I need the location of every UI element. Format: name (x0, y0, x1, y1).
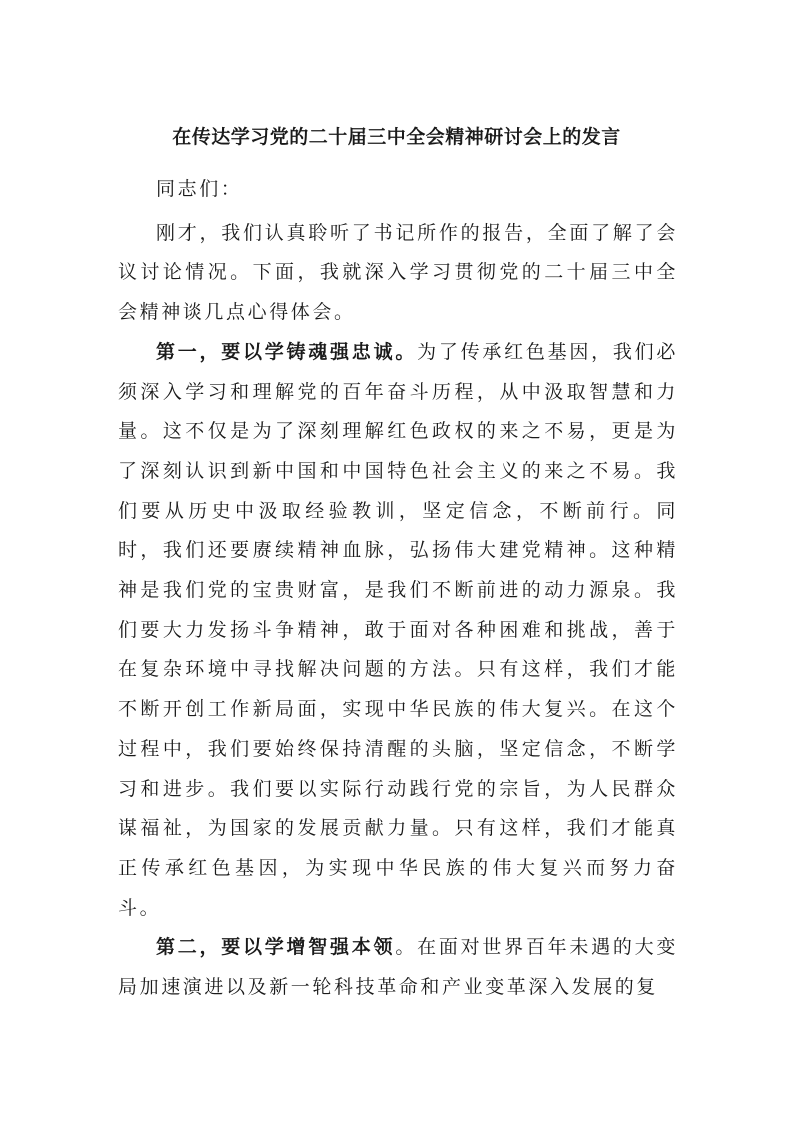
salutation: 同志们： (156, 178, 243, 200)
paragraph-second-point (118, 928, 678, 1007)
paragraph-intro-text: 刚才，我们认真聆听了书记所作的报告，全面了解了会议讨论情况。下面，我就深入学习贯彻党的二十届三中全会精神谈几点心得体会。 (118, 221, 678, 324)
paragraph-first-point-text: 为了传承红色基因，我们必须深入学习和理解党的百年奋斗历程，从中汲取智慧和力量。这不仅是为了深刻理解红色政权的来之不易，更是为了深刻认识到新中国和中国特色社会主义的来之不易。我们要从历史中汲取经验教训，坚定信念，不断前行。同时，我们还要赓续精神血脉，弘扬伟大建党精神。这种精神是我们党的宝贵财富，是我们不断前进的动力源泉。我们要大力发扬斗争精神，敢于面对各种困难和挑战，善于在复杂环境中寻找解决问题的方法。只有这样，我们才能不断开创工作新局面，实现中华民族的伟大复兴。在这个过程中，我们要始终保持清醒的头脑，坚定信念，不断学习和进步。我们要以实际行动践行党的宗旨，为人民群众谋福祉，为国家的发展贡献力量。只有这样，我们才能真正传承红色基因，为实现中华民族的伟大复兴而努力奋斗。 (118, 340, 678, 919)
paragraph-first-point (118, 333, 678, 929)
paragraph-second-point-heading: 第二，要以学增智强本领 (156, 936, 396, 959)
document-body (118, 170, 678, 1008)
paragraph-intro (118, 214, 678, 333)
paragraph-second-point-text: 。在面对世界百年未遇的大变局加速演进以及新一轮科技革命和产业变革深入发展的复 (118, 936, 678, 999)
paragraph-first-point-heading: 第一，要以学铸魂强忠诚。 (156, 340, 418, 363)
document-title: 在传达学习党的二十届三中全会精神研讨会上的发言 (172, 126, 621, 148)
